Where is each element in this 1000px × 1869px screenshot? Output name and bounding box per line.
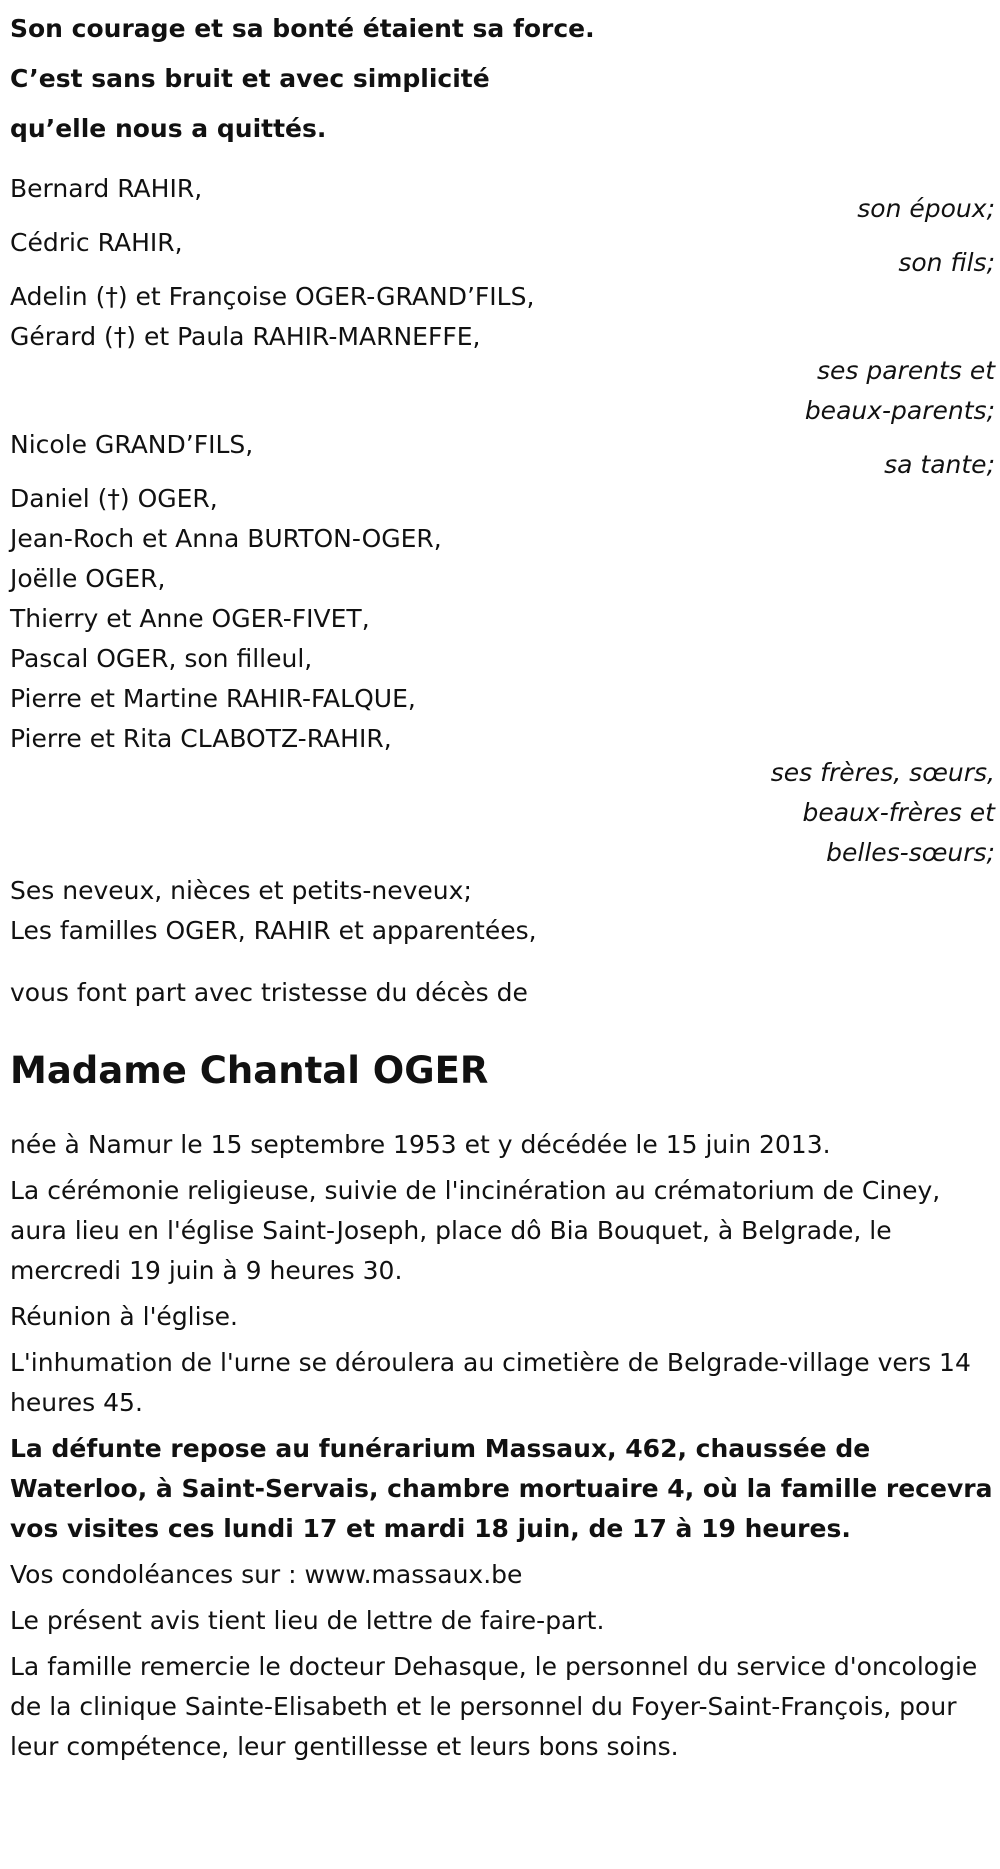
other-relatives <box>10 871 995 951</box>
visitation-paragraph: La défunte repose au funérarium Massaux, 462, chaussée de Waterloo, à Saint-Servais, chambre mortuaire 4, où la famille recevra vos visites ces lundi 17 et mardi 18 juin, de 17 à 19 heures. <box>10 1434 993 1543</box>
relation-label: ses parents et <box>816 356 995 385</box>
family-list <box>10 169 995 951</box>
relation-label: belles-sœurs; <box>826 838 995 867</box>
deceased-name: Madame Chantal OGER <box>10 1049 489 1092</box>
quote-line: C’est sans bruit et avec simplicité <box>10 64 490 93</box>
family-group-parents <box>10 277 995 431</box>
quote-line: qu’elle nous a quittés. <box>10 114 327 143</box>
family-member-name: Thierry et Anne OGER-FIVET, <box>10 604 370 633</box>
meeting-paragraph: Réunion à l'église. <box>10 1302 238 1331</box>
announcement: vous font part avec tristesse du décès de <box>10 978 528 1007</box>
burial-paragraph: L'inhumation de l'urne se déroulera au cimetière de Belgrade-village vers 14 heures 45. <box>10 1348 971 1417</box>
birth-death-line: née à Namur le 15 septembre 1953 et y décédée le 15 juin 2013. <box>10 1130 831 1159</box>
family-member-name: Pierre et Martine RAHIR-FALQUE, <box>10 684 416 713</box>
family-group-spouse <box>10 169 995 229</box>
relation-label: beaux-parents; <box>804 396 995 425</box>
opening-quote <box>10 0 995 154</box>
condolences-line: Vos condoléances sur : www.massaux.be <box>10 1560 523 1589</box>
relation-label: son époux; <box>857 194 995 223</box>
family-member-name: Pascal OGER, son filleul, <box>10 644 313 673</box>
family-member-name: Bernard RAHIR, <box>10 174 203 203</box>
family-member-name: Cédric RAHIR, <box>10 228 183 257</box>
family-member-name: Daniel (†) OGER, <box>10 484 218 513</box>
family-member-name: Pierre et Rita CLABOTZ-RAHIR, <box>10 724 392 753</box>
details <box>10 1125 995 1767</box>
quote-line: Son courage et sa bonté étaient sa force. <box>10 14 595 43</box>
relation-label: beaux-frères et <box>802 798 995 827</box>
family-group-son <box>10 223 995 283</box>
family-member-name: Adelin (†) et Françoise OGER-GRAND’FILS, <box>10 282 535 311</box>
relation-label: son fils; <box>898 248 995 277</box>
notice-line: Le présent avis tient lieu de lettre de faire-part. <box>10 1606 605 1635</box>
family-member-name: Gérard (†) et Paula RAHIR-MARNEFFE, <box>10 322 481 351</box>
relation-label: ses frères, sœurs, <box>770 758 995 787</box>
family-member-name: Nicole GRAND’FILS, <box>10 430 254 459</box>
family-group-siblings <box>10 479 995 873</box>
family-member-name: Jean-Roch et Anna BURTON-OGER, <box>10 524 442 553</box>
family-member-name: Joëlle OGER, <box>10 564 166 593</box>
other-relatives-line: Ses neveux, nièces et petits-neveux; <box>10 876 472 905</box>
other-relatives-line: Les familles OGER, RAHIR et apparentées, <box>10 916 537 945</box>
family-group-aunt <box>10 425 995 485</box>
relation-label: sa tante; <box>884 450 995 479</box>
thanks-paragraph: La famille remercie le docteur Dehasque, le personnel du service d'oncologie de la clinique Sainte-Elisabeth et le personnel du Foyer-Saint-François, pour leur compétence, leur gentillesse et leurs bons soins. <box>10 1652 978 1761</box>
ceremony-paragraph: La cérémonie religieuse, suivie de l'incinération au crématorium de Ciney, aura lieu en l'église Saint-Joseph, place dô Bia Bouquet, à Belgrade, le mercredi 19 juin à 9 heures 30. <box>10 1176 941 1285</box>
